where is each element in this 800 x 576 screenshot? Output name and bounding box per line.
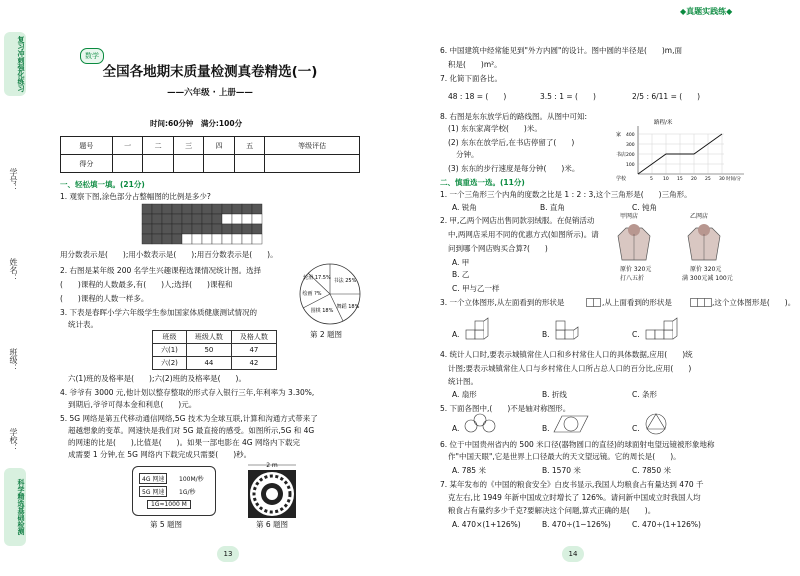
score-cell[interactable] <box>234 155 265 173</box>
grid-cell <box>172 234 182 244</box>
coat-b-icon <box>684 222 724 262</box>
table-header: 班级 <box>153 331 187 344</box>
question-2-line-3: ( )课程的人数一样多。 <box>60 294 149 303</box>
graph-shop: 书店 <box>616 152 627 158</box>
c6-line-1: 6. 位于中国贵州省内的 500 米口径(器物圆口的直径)的球面射电望远镜被形象地称 <box>440 440 715 449</box>
pie-label: 轮滑 17.5% <box>303 275 331 281</box>
grid-cell <box>142 214 152 224</box>
graph-x-tick: 15 <box>677 177 683 182</box>
triangle-circle-figure-icon <box>644 412 668 436</box>
question-2-line-2: ( )课程的人数最多,有( )人;选择( )课程和 <box>60 280 233 289</box>
pie-label: 绘画 ?% <box>302 291 322 297</box>
table-cell: 42 <box>231 357 276 370</box>
graph-y-tick: 200 <box>626 153 635 158</box>
q6-line-2: 积是( )m²。 <box>448 60 502 69</box>
q8-1: (1) 东东家离学校( )米。 <box>448 124 542 133</box>
c3-line-1: 3. 一个立体图形,从左面看到的形状是 <box>440 298 565 307</box>
graph-x-tick: 30 <box>719 177 725 182</box>
q7-item: 48 : 18 = ( ) <box>448 92 507 101</box>
c4-line-2: 计图;要表示城镇常住人口与乡村常住人口所占总人口的百分比,应用( ) <box>448 364 692 373</box>
grid-cell <box>192 214 202 224</box>
grid-cell <box>202 204 212 214</box>
paper-subtitle: ——六年级 · 上册—— <box>167 88 253 98</box>
student-id-label: 学号： <box>9 168 18 192</box>
score-table <box>60 136 360 173</box>
c5-option[interactable]: A. <box>452 424 460 433</box>
graph-y-tick: 300 <box>626 143 635 148</box>
c3-line-2: ,从上面看到的形状是 <box>602 298 672 307</box>
c4-line-3: 统计图。 <box>448 377 478 386</box>
square-circle-figure <box>242 462 302 520</box>
grid-cell <box>212 214 222 224</box>
top-view-icon <box>690 298 712 308</box>
graph-y-label: 路程/米 <box>654 120 673 126</box>
graph-school: 学校 <box>616 176 627 182</box>
c6-option[interactable]: B. 1570 米 <box>542 466 581 475</box>
table-header: 及格人数 <box>231 331 276 344</box>
question-4-line-2: 到期后,爷爷可得本金和利息( )元。 <box>68 400 197 409</box>
table-cell: 44 <box>186 357 231 370</box>
c6-option[interactable]: A. 785 米 <box>452 466 486 475</box>
c2-option[interactable]: A. 甲 <box>452 258 470 267</box>
grid-cell <box>212 204 222 214</box>
grid-cell <box>252 224 262 234</box>
grid-cell <box>182 204 192 214</box>
grid-cell <box>232 234 242 244</box>
grid-cell <box>152 204 162 214</box>
score-cell[interactable] <box>265 155 360 173</box>
grid-cell <box>162 224 172 234</box>
q8-2b: 分钟。 <box>456 150 479 159</box>
graph-x-tick: 10 <box>663 177 669 182</box>
table-cell: 六(2) <box>153 357 187 370</box>
score-header-cell: 四 <box>204 137 235 155</box>
score-header-cell: 五 <box>234 137 265 155</box>
score-cell[interactable] <box>204 155 235 173</box>
parallelogram-figure-icon <box>554 414 590 434</box>
route-graph <box>614 118 754 182</box>
figure-2-caption: 第 2 题图 <box>310 330 343 339</box>
grid-cell <box>192 204 202 214</box>
c3-option[interactable]: A. <box>452 330 460 339</box>
q7-item: 2/5 : 6/11 = ( ) <box>632 92 701 101</box>
c4-line-1: 4. 统计人口时,要表示城镇常住人口和乡村常住人口的具体数据,应用( )统 <box>440 350 693 359</box>
table-header: 班级人数 <box>186 331 231 344</box>
graph-x-tick: 25 <box>705 177 711 182</box>
circles-figure-icon <box>464 414 496 434</box>
network-speed-box <box>132 466 216 516</box>
c2-line-3: 问到哪个网店购买合算?( ) <box>448 244 548 253</box>
c4-option[interactable]: A. 扇形 <box>452 390 477 399</box>
grid-cell <box>222 224 232 234</box>
c5-option[interactable]: B. <box>542 424 550 433</box>
question-5-line-2: 超越想象的变革。网速快是我们对 5G 最直接的感受。如图所示,5G 和 4G <box>68 426 315 435</box>
pie-label: 舞蹈 18% <box>336 304 360 310</box>
score-header-row <box>61 137 360 155</box>
c4-option[interactable]: B. 折线 <box>542 390 567 399</box>
score-header-cell: 二 <box>143 137 174 155</box>
cube-figure-a-icon <box>464 320 496 342</box>
table-cell: 六(1) <box>153 344 187 357</box>
c7-line-1: 7. 某年发布的《中国的粮食安全》白皮书显示,我国人均粮食占有量达到 470 千 <box>440 480 704 489</box>
grid-cell <box>162 214 172 224</box>
grid-cell <box>172 224 182 234</box>
name-label: 姓名： <box>9 258 18 282</box>
q8-3: (3) 东东的步行速度是每分钟( )米。 <box>448 164 580 173</box>
c7-option[interactable]: B. 470÷(1−126%) <box>542 520 611 529</box>
question-3-answer: 六(1)班的及格率是( );六(2)班的及格率是( )。 <box>68 374 246 383</box>
binding-spine <box>0 28 28 546</box>
grid-cell <box>152 234 162 244</box>
left-view-icon <box>586 298 602 308</box>
q7-item: 3.5 : 1 = ( ) <box>540 92 596 101</box>
q6-line-1: 6. 中国建筑中经常能见到"外方内圆"的设计。图中圆的半径是( )m,面 <box>440 46 682 55</box>
section-header: ◆真题实践练◆ <box>680 7 733 16</box>
c1: 1. 一个三角形三个内角的度数之比是 1 : 2 : 3,这个三角形是( )三角形。 <box>440 190 692 199</box>
score-cell[interactable] <box>143 155 174 173</box>
c2-line-1: 2. 甲,乙两个网店出售同款羽绒服。在促销活动 <box>440 216 595 225</box>
shop-b-price: 原价 320元 <box>690 266 722 273</box>
grid-cell <box>252 214 262 224</box>
c1-option[interactable]: A. 锐角 <box>452 203 477 212</box>
graph-x-label: 时间/分 <box>726 177 742 182</box>
measure-label: 2 m <box>266 462 278 469</box>
grid-cell <box>162 234 172 244</box>
c6-option[interactable]: C. 7850 米 <box>632 466 671 475</box>
question-2-line-1: 2. 右图是某年级 200 名学生兴趣课程选课情况统计图。选择 <box>60 266 262 275</box>
c3-option[interactable]: B. <box>542 330 550 339</box>
speed-5g-value: 1G/秒 <box>179 489 196 496</box>
question-5-line-4: 成需要 1 分钟,在 5G 网络内下载完成只需要( )秒。 <box>68 450 252 459</box>
grid-cell <box>192 234 202 244</box>
q8: 8. 右图是东东放学后的路线图。从图中可知: <box>440 112 588 121</box>
grid-cell <box>172 204 182 214</box>
grid-cell <box>242 234 252 244</box>
grid-figure <box>142 204 262 244</box>
unit-note: 1G≈1000 M <box>147 500 191 509</box>
c7-option[interactable]: A. 470×(1+126%) <box>452 520 521 529</box>
grid-cell <box>162 204 172 214</box>
score-header-cell: 三 <box>173 137 204 155</box>
table-row <box>153 344 277 357</box>
table-row <box>153 331 277 344</box>
pie-chart-figure <box>298 262 362 326</box>
score-cell[interactable] <box>173 155 204 173</box>
paper-title: 全国各地期末质量检测真卷精选(一) <box>102 64 318 80</box>
question-3-line-2: 统计表。 <box>68 320 98 329</box>
graph-y-tick: 100 <box>626 163 635 168</box>
score-header-cell: 题号 <box>61 137 113 155</box>
c6-line-2: 作"中国天眼",它是世界上口径最大的天文望远镜。它的周长是( )。 <box>448 452 681 461</box>
c2-line-2: 中,两网店采用不同的优惠方式(如图所示)。请 <box>448 230 599 239</box>
grid-cell <box>142 234 152 244</box>
cube-figure-b-icon <box>554 320 586 342</box>
shop-b-deal: 满 300元减 100元 <box>682 275 733 282</box>
figure-5-caption: 第 5 题图 <box>150 520 183 529</box>
grid-cell <box>142 224 152 234</box>
c1-option[interactable]: B. 直角 <box>540 203 565 212</box>
grid-cell <box>242 224 252 234</box>
c3-option[interactable]: C. <box>632 330 640 339</box>
coat-a-icon <box>614 222 654 262</box>
question-1: 1. 观察下图,涂色部分占整幅图的比例是多少? <box>60 192 211 201</box>
page-number: 14 <box>562 546 584 562</box>
grid-cell <box>242 204 252 214</box>
table-cell: 47 <box>231 344 276 357</box>
grid-cell <box>142 204 152 214</box>
cube-figure-c-icon <box>644 320 684 342</box>
grid-cell <box>202 234 212 244</box>
spine-tab-top: 复习冲刺强化练习 <box>4 32 26 96</box>
score-row <box>61 155 360 173</box>
q7: 7. 化简下面各比。 <box>440 74 503 83</box>
grid-cell <box>182 224 192 234</box>
pie-label: 围棋 18% <box>310 308 334 314</box>
time-score: 时间:60分钟 满分:100分 <box>150 119 243 128</box>
c2-option[interactable]: C. 甲与乙一样 <box>452 284 500 293</box>
question-5-line-1: 5. 5G 网络是第五代移动通信网络,5G 技术为全球互联,计算和沟通方式带来了 <box>60 414 318 423</box>
grid-cell <box>252 234 262 244</box>
speed-4g-value: 100M/秒 <box>179 476 204 483</box>
score-header-cell: 等级评估 <box>265 137 360 155</box>
grid-cell <box>202 224 212 234</box>
grid-cell <box>152 224 162 234</box>
c5: 5. 下面各图中,( )不是轴对称图形。 <box>440 404 571 413</box>
grid-cell <box>202 214 212 224</box>
page-number: 13 <box>217 546 239 562</box>
question-3-line-1: 3. 下表是春晖小学六年级学生参加国家体质健康测试情况的 <box>60 308 258 317</box>
shop-a-price: 原价 320元 <box>620 266 652 273</box>
speed-5g-label: 5G 网速 <box>139 486 167 497</box>
subject-badge: 数学 <box>80 48 104 64</box>
grid-cell <box>232 214 242 224</box>
c7-line-2: 克左右,比 1949 年新中国成立时增长了 126%。请问新中国成立时我国人均 <box>448 493 701 502</box>
score-header-cell: 一 <box>112 137 143 155</box>
grid-cell <box>172 214 182 224</box>
speed-4g-label: 4G 网速 <box>139 473 167 484</box>
graph-y-tick: 400 <box>626 133 635 138</box>
grid-cell <box>222 204 232 214</box>
pie-label: 书法 25% <box>333 278 357 284</box>
c5-option[interactable]: C. <box>632 424 640 433</box>
grid-cell <box>232 204 242 214</box>
grid-cell <box>232 224 242 234</box>
score-cell[interactable] <box>112 155 143 173</box>
score-row-label: 得分 <box>61 155 113 173</box>
grid-cell <box>222 234 232 244</box>
grid-cell <box>212 234 222 244</box>
shop-a-label: 甲网店 <box>620 213 639 220</box>
shop-b-label: 乙网店 <box>690 213 709 220</box>
grid-cell <box>182 234 192 244</box>
graph-x-tick: 20 <box>691 177 697 182</box>
grid-cell <box>212 224 222 234</box>
c7-line-3: 粮食占有量约多少千克?要解决这个问题,算式正确的是( )。 <box>448 506 656 515</box>
section-1-heading: 一、轻松填一填。(21分) <box>60 180 145 189</box>
c2-option[interactable]: B. 乙 <box>452 270 470 279</box>
grid-cell <box>192 224 202 234</box>
graph-x-tick: 5 <box>650 177 653 182</box>
fitness-table <box>152 330 277 370</box>
class-label: 班级： <box>9 348 18 372</box>
c4-option[interactable]: C. 条形 <box>632 390 658 399</box>
table-cell: 50 <box>186 344 231 357</box>
graph-home: 家 <box>616 132 622 138</box>
grid-cell <box>152 214 162 224</box>
shop-a-deal: 打八五折 <box>620 275 645 282</box>
grid-cell <box>252 204 262 214</box>
question-4-line-1: 4. 爷爷有 3000 元,他计划以整存整取的形式存入银行三年,年利率为 3.30%, <box>60 388 315 397</box>
c1-option[interactable]: C. 钝角 <box>632 203 658 212</box>
spine-tab-bottom: 科学精选基础检测 <box>4 468 26 546</box>
table-row <box>153 357 277 370</box>
grid-cell <box>222 214 232 224</box>
grid-cell <box>182 214 192 224</box>
school-label: 学校： <box>9 428 18 452</box>
grid-cell <box>242 214 252 224</box>
question-1-answer: 用分数表示是( );用小数表示是( );用百分数表示是( )。 <box>60 250 278 259</box>
figure-6-caption: 第 6 题图 <box>256 520 289 529</box>
q8-2: (2) 东东在放学后,在书店停留了( ) <box>448 138 575 147</box>
section-2-heading: 二、慎重选一选。(11分) <box>440 178 525 187</box>
question-5-line-3: 的网速的比是( ),比值是( )。如果一部电影在 4G 网络内下载完 <box>68 438 300 447</box>
c3-line-3: ,这个立体图形是( )。 <box>712 298 796 307</box>
c7-option[interactable]: C. 470÷(1+126%) <box>632 520 701 529</box>
